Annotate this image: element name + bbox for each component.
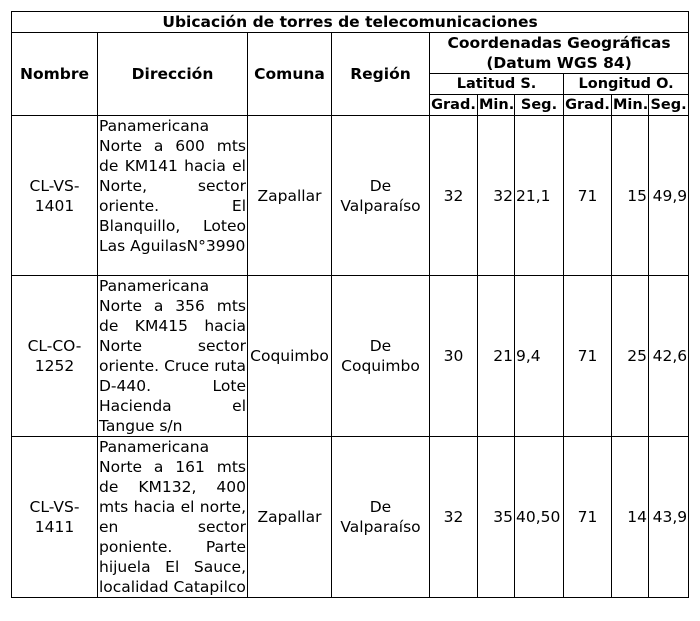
cell-lon-seg: 43,9 <box>649 437 689 598</box>
cell-lat-min: 32 <box>478 116 515 276</box>
cell-comuna: Coquimbo <box>248 276 332 437</box>
cell-lon-seg: 42,6 <box>649 276 689 437</box>
cell-region: De Valparaíso <box>332 437 430 598</box>
cell-comuna: Zapallar <box>248 116 332 276</box>
header-coordenadas: Coordenadas Geográficas (Datum WGS 84) <box>430 33 689 74</box>
header-lat-seg: Seg. <box>515 95 564 116</box>
header-lon-min: Min. <box>612 95 649 116</box>
header-nombre: Nombre <box>12 33 98 116</box>
cell-lat-min: 35 <box>478 437 515 598</box>
table-title: Ubicación de torres de telecomunicaciones <box>12 12 689 33</box>
header-lon-grad: Grad. <box>564 95 612 116</box>
cell-lon-grad: 71 <box>564 116 612 276</box>
cell-lat-grad: 32 <box>430 437 478 598</box>
cell-lat-grad: 30 <box>430 276 478 437</box>
cell-nombre: CL-VS-1411 <box>12 437 98 598</box>
towers-table <box>11 11 689 598</box>
header-longitud: Longitud O. <box>564 74 689 95</box>
cell-nombre: CL-VS-1401 <box>12 116 98 276</box>
cell-lon-seg: 49,9 <box>649 116 689 276</box>
cell-lon-grad: 71 <box>564 276 612 437</box>
cell-direccion: Panamericana Norte a 161 mts de KM132, 400 mts hacia el norte, en sector poniente. Parte hijuela El Sauce, localidad Catapilco <box>99 438 246 596</box>
cell-direccion: Panamericana Norte a 356 mts de KM415 hacia Norte sector oriente. Cruce ruta D-440. Lote Hacienda el Tangue s/n <box>99 277 246 435</box>
header-lat-grad: Grad. <box>430 95 478 116</box>
table-row <box>12 437 689 598</box>
cell-direccion: Panamericana Norte a 600 mts de KM141 hacia el Norte, sector oriente. El Blanquillo, Loteo Las AguilasN°3990 <box>98 116 248 276</box>
header-comuna: Comuna <box>248 33 332 116</box>
table-row <box>12 116 689 276</box>
cell-comuna: Zapallar <box>248 437 332 598</box>
header-lat-min: Min. <box>478 95 515 116</box>
header-latitud: Latitud S. <box>430 74 564 95</box>
cell-lon-min: 14 <box>612 437 649 598</box>
cell-lon-min: 25 <box>612 276 649 437</box>
header-region: Región <box>332 33 430 116</box>
cell-lat-seg: 9,4 <box>515 276 564 437</box>
header-direccion: Dirección <box>98 33 248 116</box>
cell-lat-min: 21 <box>478 276 515 437</box>
cell-lon-grad: 71 <box>564 437 612 598</box>
cell-region: De Coquimbo <box>332 276 430 437</box>
cell-lat-seg: 40,50 <box>515 437 564 598</box>
header-lon-seg: Seg. <box>649 95 689 116</box>
table-row <box>12 276 689 437</box>
cell-lat-grad: 32 <box>430 116 478 276</box>
cell-lon-min: 15 <box>612 116 649 276</box>
cell-lat-seg: 21,1 <box>515 116 564 276</box>
cell-nombre: CL-CO-1252 <box>12 276 98 437</box>
cell-region: De Valparaíso <box>332 116 430 276</box>
